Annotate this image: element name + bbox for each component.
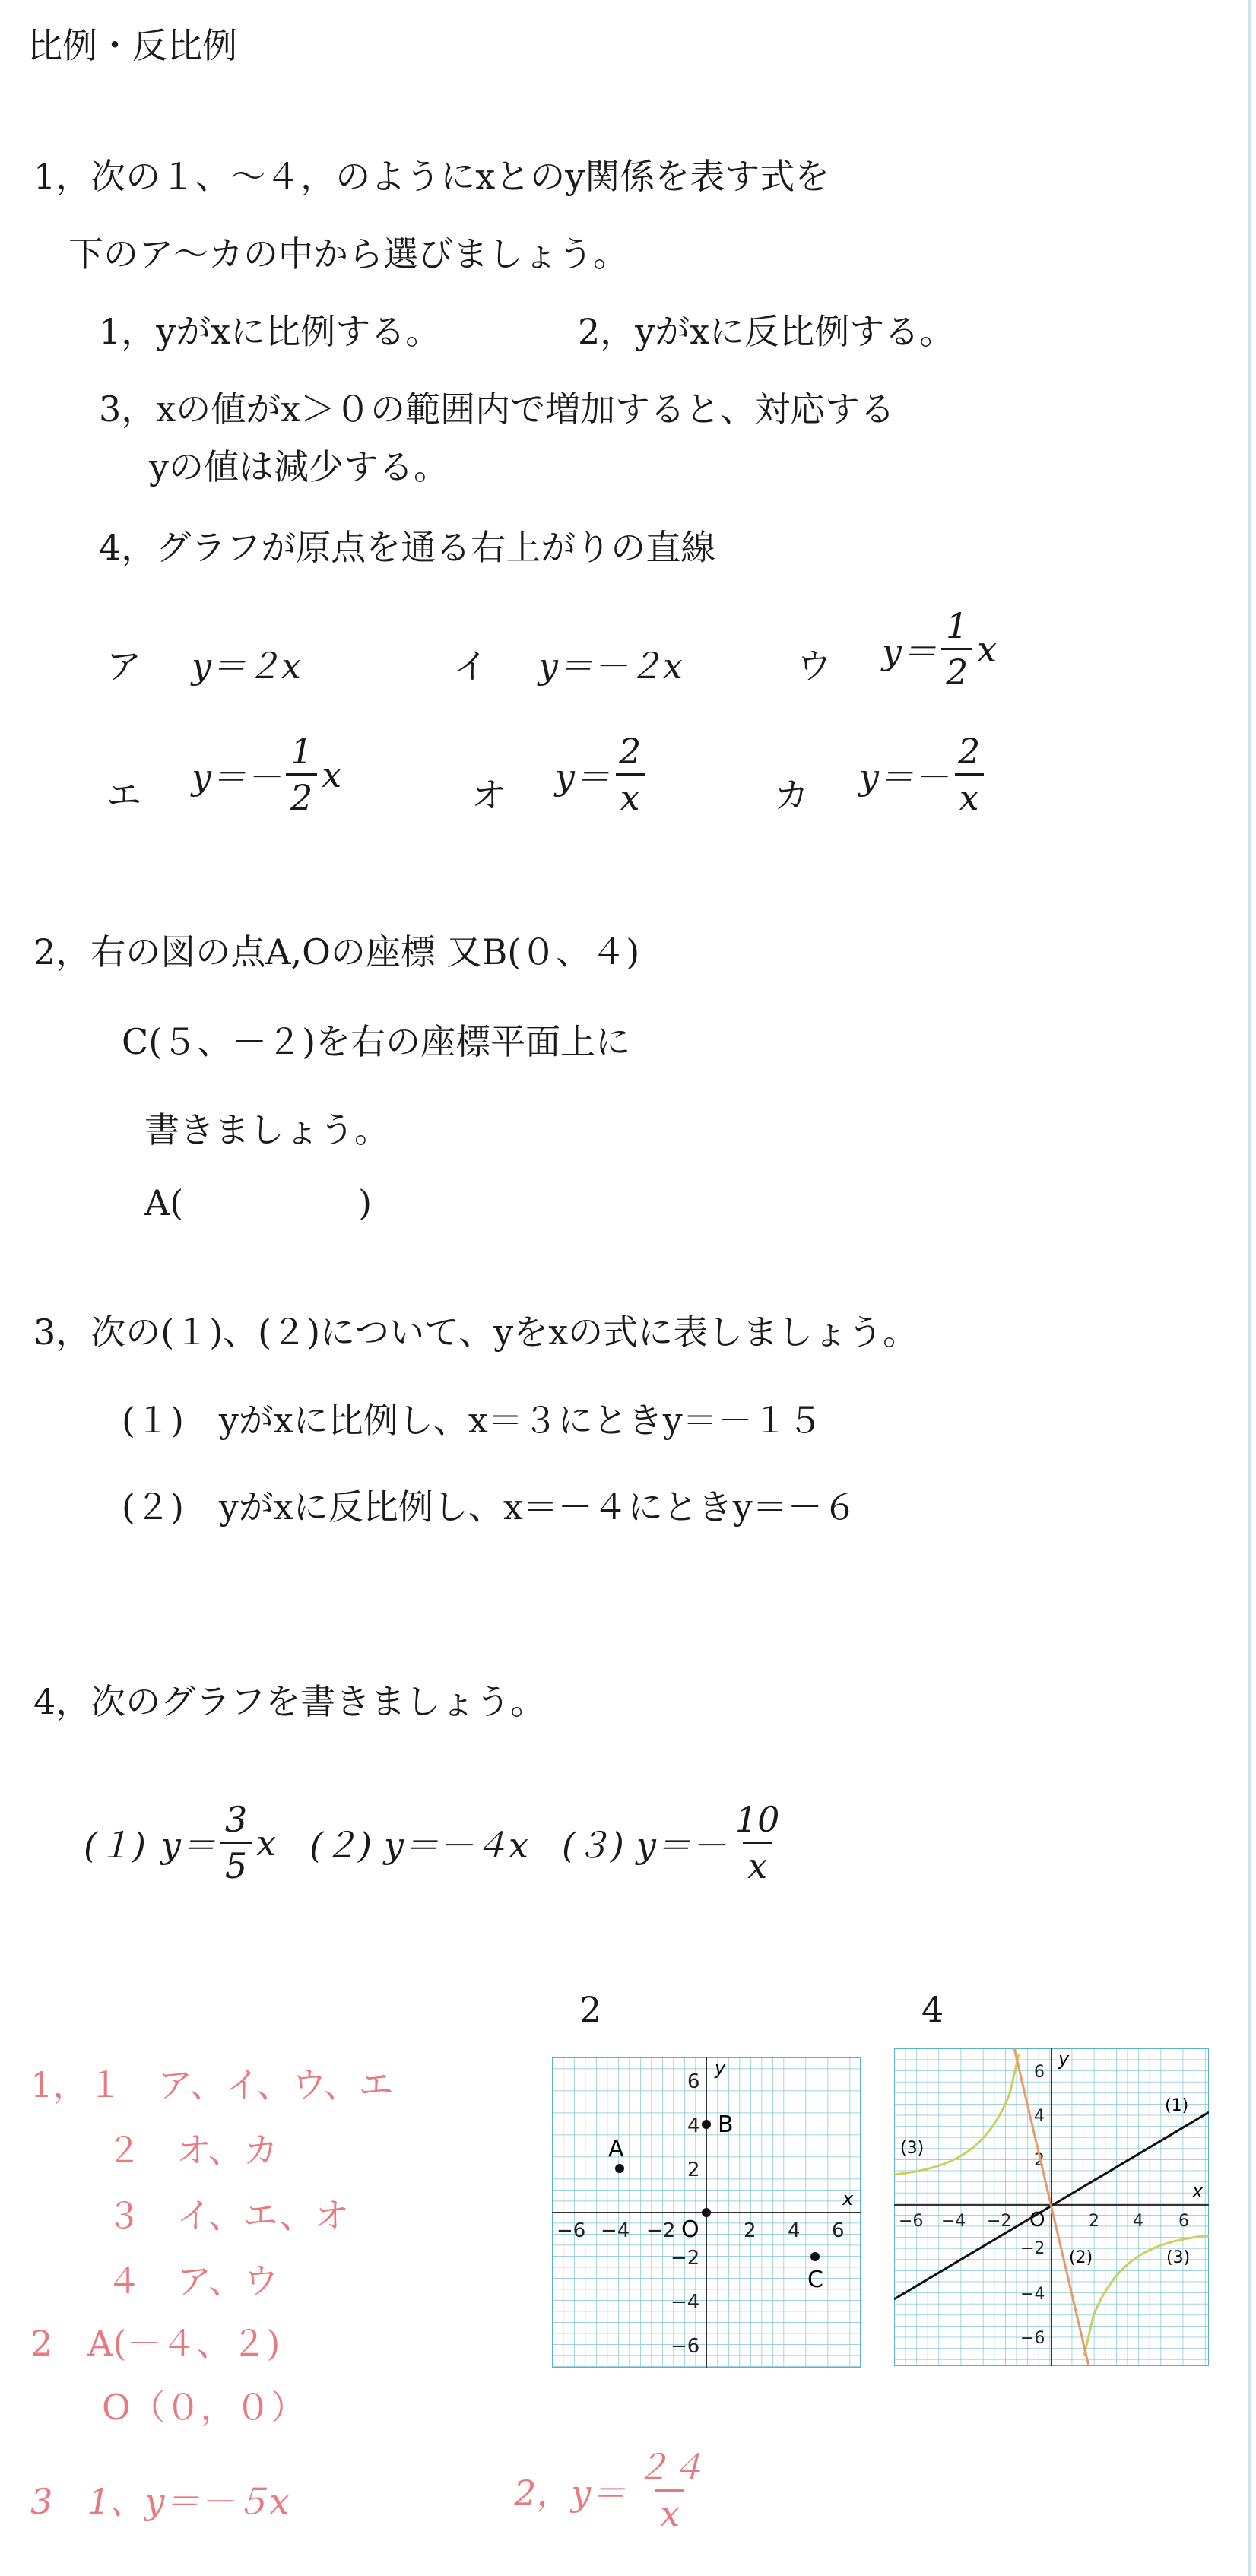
graph2-point-A [615, 2164, 624, 2173]
graph2-y-tick: 2 [687, 2159, 700, 2181]
answer-2-O: O（０，０） [102, 2387, 306, 2428]
option-a-expr: y＝２x [192, 646, 301, 687]
graph2-x-tick: −6 [557, 2219, 586, 2242]
graph4-x-tick: 2 [1089, 2212, 1099, 2231]
graph2-point-C-label: C [807, 2267, 823, 2293]
graph4-x-tick: −2 [987, 2212, 1012, 2231]
graph4-y-tick: −2 [1020, 2239, 1045, 2258]
option-o-label: オ [471, 775, 506, 816]
graph2-x-axis-label: x [842, 2188, 854, 2210]
graph4-coordinate-plane [894, 2048, 1209, 2366]
graph4-y-tick: 6 [1034, 2063, 1045, 2082]
q1-item3b: yの値は減少する。 [149, 446, 449, 487]
graph2-x-tick: −2 [646, 2219, 676, 2242]
answer-1-3: ３ イ、エ、オ [106, 2195, 350, 2236]
graph2-x-tick: 2 [744, 2219, 756, 2242]
graph4-y-tick: −6 [1020, 2329, 1045, 2348]
answer-2-A: 2 A(－４、２) [30, 2323, 281, 2364]
graph2-y-tick: −4 [671, 2291, 700, 2314]
graph4-y-axis-label: y [1058, 2048, 1070, 2070]
graph4-x-tick: −6 [899, 2212, 924, 2231]
q1-item2: 2，yがxに反比例する。 [578, 311, 955, 352]
answer-3-2: 2，y＝ $\frac{24}{x}$ [514, 2447, 706, 2534]
graph2-point-A-label: A [608, 2136, 624, 2162]
option-u-label: ウ [797, 646, 832, 687]
page-edge-rule [1248, 0, 1251, 2576]
option-ka-expr: y＝－ $\frac{2}{x}$ [859, 734, 989, 815]
q1-item3a: 3，xの値がx＞０の範囲内で増加すると、対応する [99, 389, 896, 430]
graph2-point-B [702, 2120, 711, 2129]
q1-item1: 1，yがxに比例する。 [99, 311, 441, 352]
graph4-origin-label: O [1029, 2209, 1045, 2232]
q4-line1: 4，次のグラフを書きましょう。 [33, 1681, 546, 1722]
q1-item4: 4，グラフが原点を通る右上がりの直線 [99, 527, 716, 568]
graph4-curve-label-3-left: (3) [900, 2139, 925, 2158]
q2-line1: 2，右の図の点A,Oの座標 又B(０、４) [33, 931, 640, 972]
graph2-label: 2 [579, 1989, 602, 2030]
graph2-point-C [810, 2252, 820, 2261]
page-title: 比例・反比例 [27, 25, 237, 66]
q3-item1: (１) yがxに比例し、x＝３にときy＝－１５ [122, 1400, 823, 1441]
graph4-y-tick: −4 [1020, 2285, 1045, 2304]
option-u-expr: y＝ $\frac{1}{2}$ x [882, 605, 998, 693]
answer-1-1: 1，１ ア、イ、ウ、エ [30, 2064, 394, 2105]
graph4-curve-label-3-right: (3) [1166, 2248, 1191, 2267]
q3-line1: 3，次の(１)、(２)について、yをxの式に表しましょう。 [33, 1312, 918, 1353]
graph4-y-tick: 2 [1034, 2151, 1045, 2170]
graph2-point-B-label: B [718, 2111, 734, 2138]
graph2-y-tick: 6 [687, 2070, 700, 2093]
graph2-x-tick: −4 [601, 2219, 630, 2242]
q1-line1: 1，次の１、～４，のようにxとのy関係を表す式を [33, 156, 830, 197]
q3-item2: (２) yがxに反比例し、x＝－４にときy＝－６ [122, 1486, 858, 1528]
graph2-y-tick: −6 [671, 2335, 700, 2358]
option-e-expr: y＝－ $\frac{1}{2}$ x [192, 731, 342, 818]
graph4-x-tick: 6 [1178, 2212, 1189, 2231]
graph4-x-tick: 4 [1133, 2212, 1143, 2231]
q4-p2-label: (２) [309, 1824, 373, 1866]
answer-1-2: ２ オ、カ [106, 2130, 278, 2171]
q1-line2: 下のア～カの中から選びましょう。 [68, 233, 628, 274]
q2-line4: A( ) [144, 1182, 373, 1223]
option-o-expr: y＝ $\frac{2}{x}$ [555, 734, 650, 815]
graph4-curve-label-1: (1) [1165, 2096, 1189, 2115]
answer-3-1: 3 1、y＝－５x [30, 2481, 290, 2522]
option-a-label: ア [106, 646, 141, 687]
q2-line2: C(５、－２)を右の座標平面上に [122, 1021, 631, 1062]
graph2-origin-label: O [681, 2216, 699, 2243]
graph2-x-tick: 4 [788, 2219, 801, 2242]
graph2-y-tick: 4 [687, 2114, 700, 2137]
graph4-label: 4 [921, 1989, 944, 2030]
graph2-y-axis-label: y [715, 2057, 726, 2079]
option-i-label: イ [453, 646, 488, 687]
graph4-x-axis-label: x [1192, 2181, 1204, 2202]
option-e-label: エ [106, 775, 141, 816]
graph2-y-tick: −2 [671, 2247, 700, 2270]
graph2-point-O [702, 2208, 711, 2217]
q4-problems: (１) y＝ $\frac{3}{5}$ x (２) y＝－４x (３) y＝－ $\frac{10}{x}$ [84, 1799, 780, 1886]
q2-line3: 書きましょう。 [144, 1109, 389, 1150]
graph4-x-tick: −4 [941, 2212, 966, 2231]
graph2-coordinate-plane [552, 2057, 861, 2368]
answer-1-4: ４ ア、ウ [106, 2260, 279, 2302]
graph2-x-tick: 6 [832, 2219, 845, 2242]
q4-p3-label: (３) [561, 1824, 624, 1866]
q4-p1-label: (１) [84, 1824, 146, 1866]
option-i-expr: y＝－２x [538, 646, 683, 687]
graph4-curve-label-2: (2) [1069, 2248, 1093, 2267]
option-ka-label: カ [774, 775, 809, 816]
graph4-y-tick: 4 [1034, 2107, 1045, 2126]
